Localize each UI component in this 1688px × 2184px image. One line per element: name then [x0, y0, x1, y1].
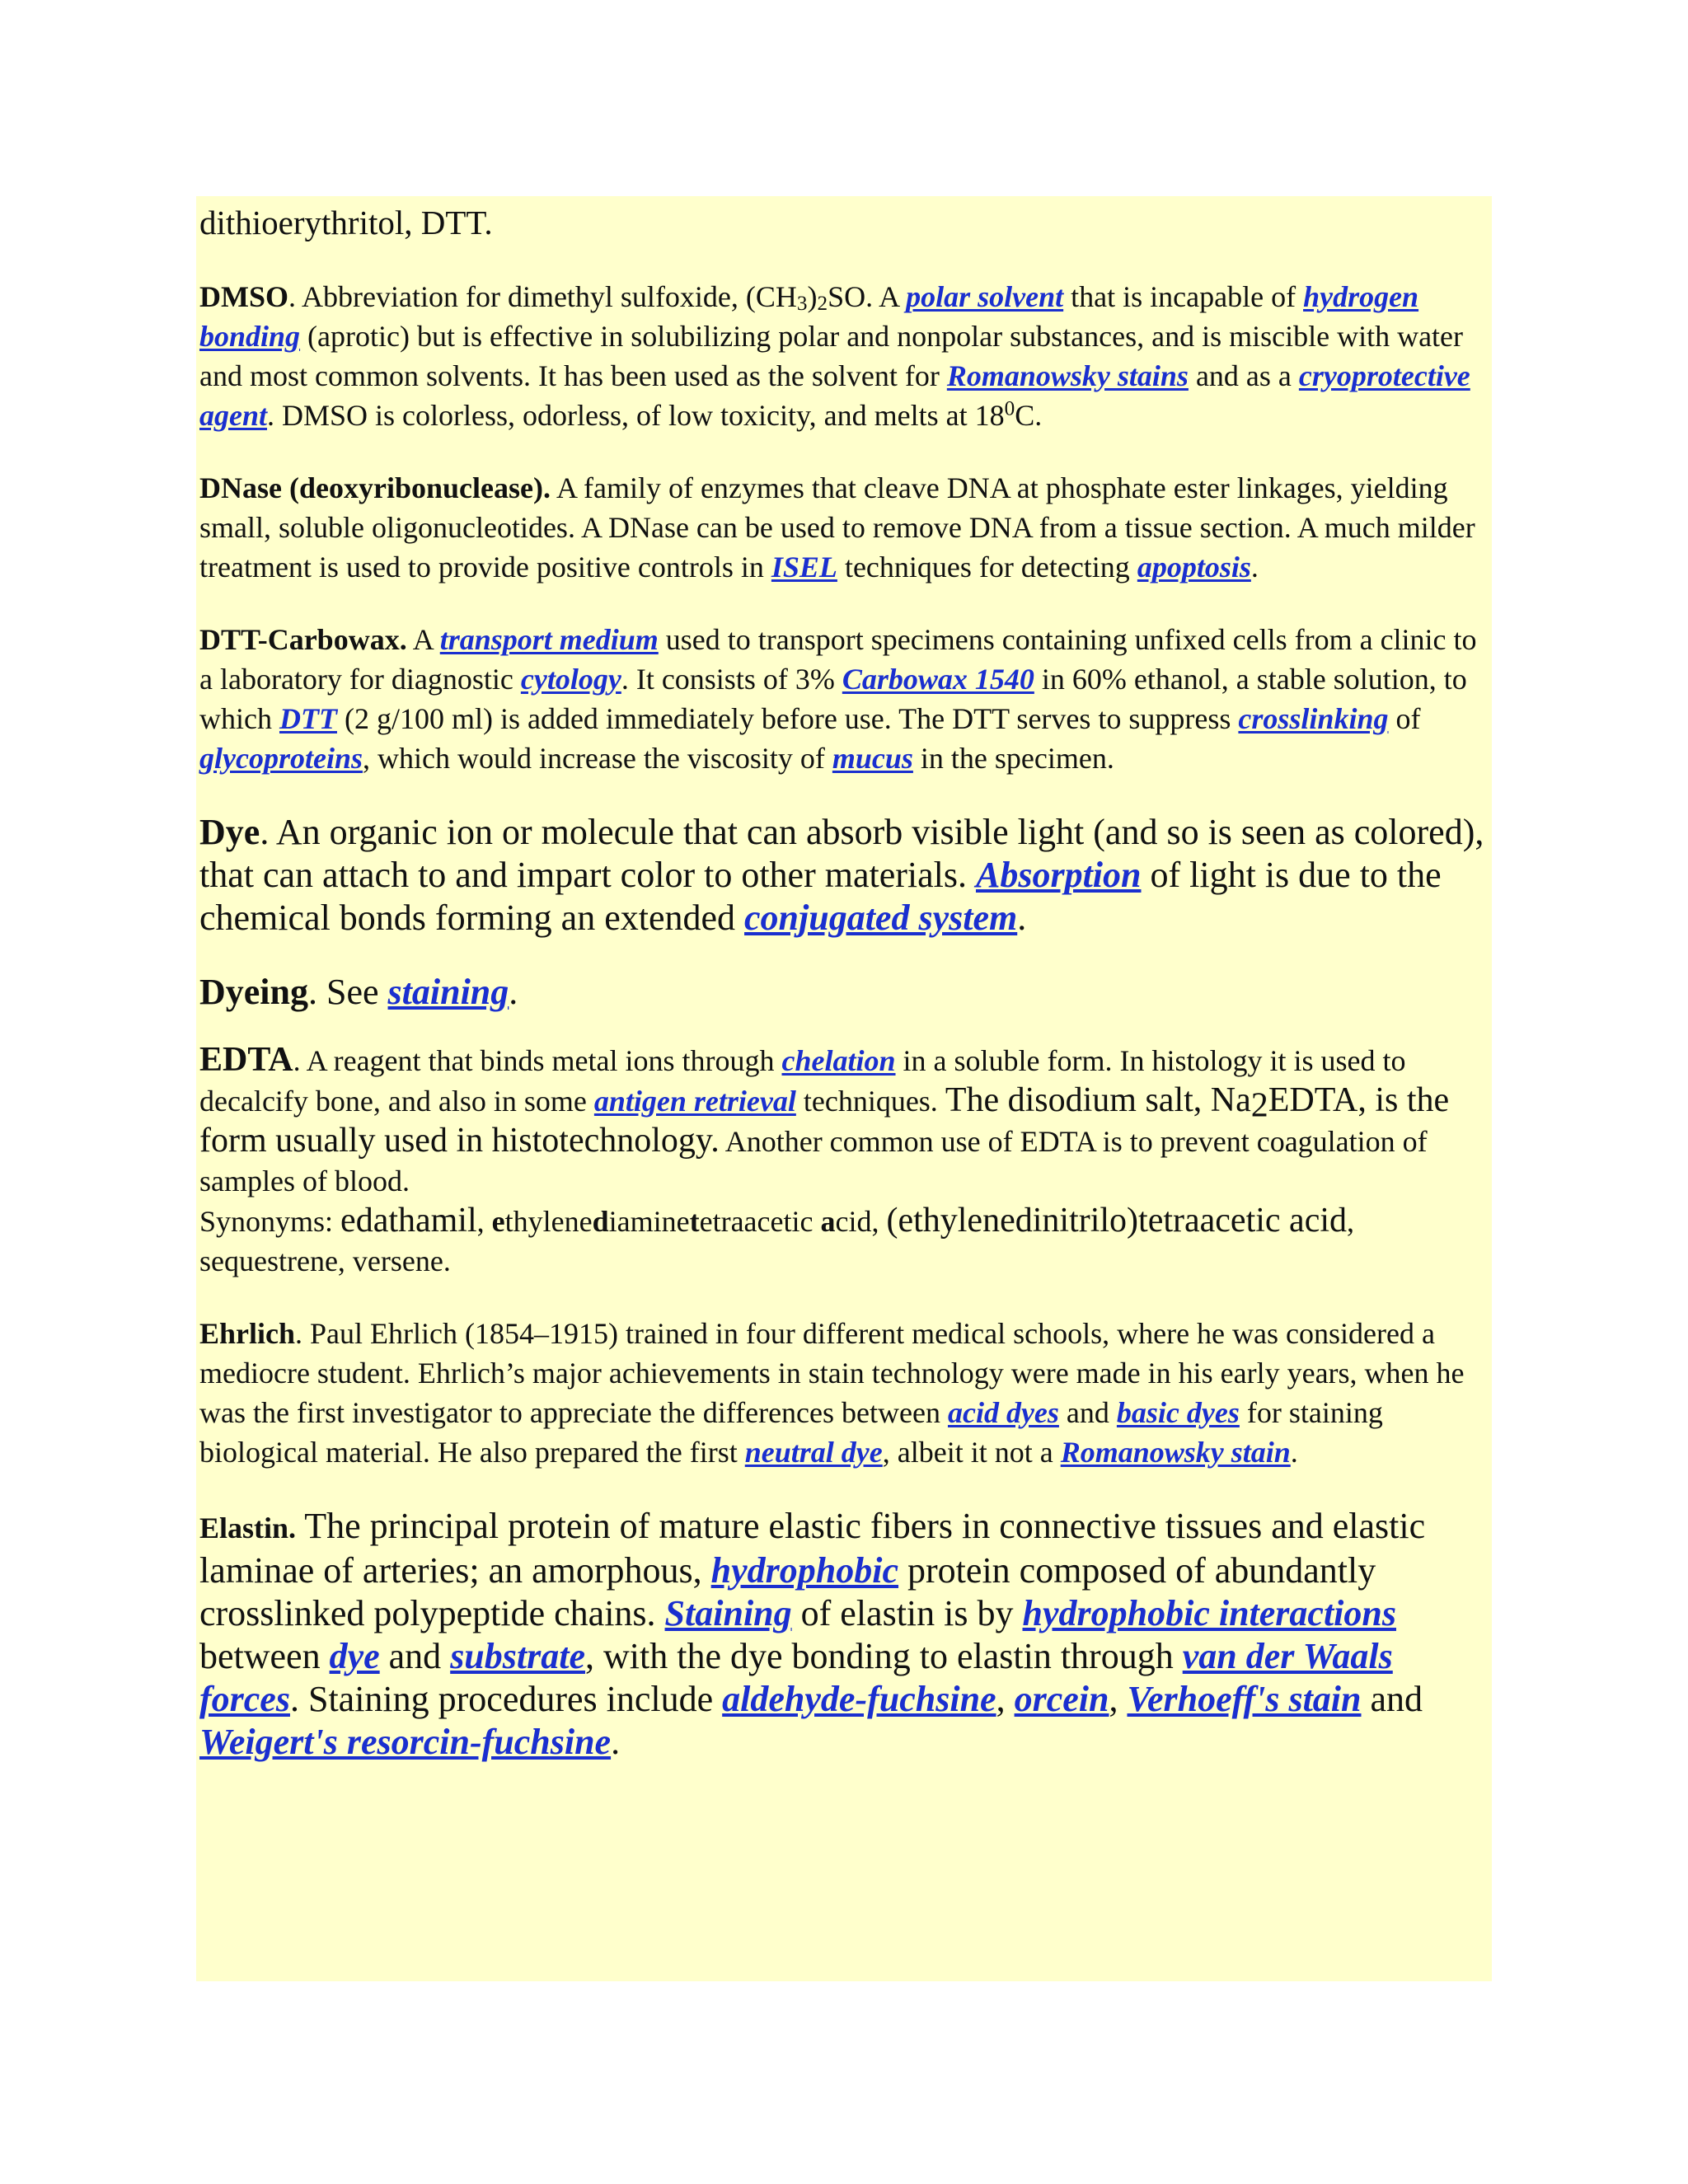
- entry-text: .: [1290, 1436, 1298, 1469]
- entry-elastin: [199, 1505, 1490, 1764]
- entry-text: (aprotic) but is effective in solubilizing polar and nonpolar substances, and is miscible with water and most common solvents. It has been used as the solvent for: [199, 320, 1464, 392]
- entry-text: , with the dye bonding to elastin through: [585, 1636, 1183, 1676]
- subscript: 2: [1250, 1086, 1268, 1125]
- entry-text: of light is due to the chemical bonds forming an extended: [199, 855, 1442, 938]
- entry-text: SO. A: [828, 280, 907, 313]
- link-crosslinking[interactable]: crosslinking: [1238, 702, 1389, 735]
- link-verhoeffs-stain[interactable]: Verhoeff's stain: [1127, 1679, 1362, 1719]
- entry-text: and as a: [1188, 359, 1299, 392]
- entry-text: ): [807, 280, 818, 313]
- entry-text: techniques.: [795, 1085, 945, 1118]
- entry-text: .: [1250, 551, 1259, 583]
- term-edta: EDTA: [199, 1041, 293, 1079]
- term-elastin: Elastin.: [199, 1511, 297, 1544]
- subscript: 3: [796, 292, 808, 315]
- link-antigen-retrieval[interactable]: antigen retrieval: [593, 1085, 796, 1118]
- link-romanowsky-stains[interactable]: Romanowsky stains: [946, 359, 1189, 392]
- synonym-letter: d: [592, 1205, 609, 1238]
- link-cytology[interactable]: cytology: [520, 663, 621, 696]
- link-orcein[interactable]: orcein: [1014, 1679, 1109, 1719]
- entry-text: EDTA, is the form usually used in histotechnology.: [199, 1081, 1450, 1160]
- entry-dnase: [199, 468, 1490, 587]
- synonyms-label: Synonyms:: [199, 1205, 341, 1238]
- entry-text: A: [406, 623, 440, 656]
- link-weigerts-resorcin-fuchsine[interactable]: Weigert's resorcin-fuchsine: [199, 1722, 612, 1762]
- superscript: 0: [1004, 397, 1015, 420]
- entry-edta: [199, 1040, 1490, 1281]
- term-dnase: DNase (deoxyribonuclease).: [199, 471, 551, 504]
- entry-text: .: [611, 1722, 621, 1762]
- link-mucus[interactable]: mucus: [832, 742, 913, 775]
- synonym: etraacetic: [699, 1205, 821, 1238]
- entry-text: between: [199, 1636, 330, 1676]
- entry-text: . Paul Ehrlich (1854–1915) trained in four different medical schools, where he was considered a mediocre student. Ehrlich’s major achievements in stain technology were made in his early years, when he was the first investigator to appreciate the differences between: [199, 1317, 1465, 1429]
- link-polar-solvent[interactable]: polar solvent: [906, 280, 1064, 313]
- entry-text: and: [1058, 1396, 1117, 1429]
- link-chelation[interactable]: chelation: [781, 1044, 896, 1077]
- link-apoptosis[interactable]: apoptosis: [1137, 551, 1251, 583]
- link-conjugated-system[interactable]: conjugated system: [744, 898, 1018, 938]
- link-absorption[interactable]: Absorption: [975, 855, 1142, 895]
- term-ehrlich: Ehrlich: [199, 1317, 296, 1350]
- entry-text: ,: [996, 1679, 1015, 1719]
- link-isel[interactable]: ISEL: [771, 551, 837, 583]
- entry-dye: [199, 811, 1490, 940]
- link-romanowsky-stain[interactable]: Romanowsky stain: [1060, 1436, 1291, 1469]
- entry-text: .: [1017, 898, 1027, 938]
- entry-text: ,: [476, 1205, 492, 1238]
- entry-text: , albeit it not a: [882, 1436, 1061, 1469]
- entry-text: of elastin is by: [791, 1593, 1023, 1633]
- subscript: 2: [817, 292, 828, 315]
- entry-ehrlich: [199, 1314, 1490, 1472]
- entry-text: . Abbreviation for dimethyl sulfoxide, (CH: [288, 280, 797, 313]
- synonym: (ethylenedinitrilo)tetraacetic acid: [886, 1202, 1347, 1240]
- entry-text: . An organic ion or molecule that can absorb visible light (and so is seen as colored), that can attach to and impart color to other materials.: [199, 812, 1484, 895]
- entry-text: dithioerythritol, DTT.: [199, 204, 493, 241]
- link-acid-dyes[interactable]: acid dyes: [947, 1396, 1059, 1429]
- link-cryoprotective-agent[interactable]: cryoprotective agent: [199, 359, 1470, 432]
- entry-text: . Staining procedures include: [289, 1679, 723, 1719]
- link-hydrophobic[interactable]: hydrophobic: [710, 1550, 899, 1591]
- glossary-text-block: [196, 196, 1492, 1981]
- entry-text: The disodium salt, Na: [945, 1081, 1251, 1119]
- synonym: , sequestrene, versene.: [199, 1205, 1354, 1277]
- entry-text: . It consists of 3%: [621, 663, 842, 696]
- entry-dtt-carbowax: [199, 620, 1490, 778]
- entry-text: and: [379, 1636, 451, 1676]
- link-carbowax-1540[interactable]: Carbowax 1540: [842, 663, 1034, 696]
- entry-text: that is incapable of: [1063, 280, 1304, 313]
- synonym: iamine: [608, 1205, 690, 1238]
- link-dtt[interactable]: DTT: [279, 702, 337, 735]
- entry-text: . A reagent that binds metal ions through: [293, 1044, 782, 1077]
- term-dyeing: Dyeing: [199, 972, 308, 1012]
- entry-text: techniques for detecting: [837, 551, 1137, 583]
- link-dye[interactable]: dye: [329, 1636, 380, 1676]
- synonym-letter: a: [820, 1205, 836, 1238]
- link-substrate[interactable]: substrate: [450, 1636, 586, 1676]
- entry-text: for staining biological material. He also prepared the first: [199, 1396, 1383, 1469]
- entry-text: .: [509, 972, 518, 1012]
- synonym: cid,: [835, 1205, 887, 1238]
- link-glycoproteins[interactable]: glycoproteins: [199, 742, 363, 775]
- link-van-der-waals-forces[interactable]: van der Waals forces: [199, 1636, 1393, 1719]
- link-aldehyde-fuchsine[interactable]: aldehyde-fuchsine: [722, 1679, 996, 1719]
- entry-text: and: [1361, 1679, 1423, 1719]
- synonym-letter: e: [491, 1205, 505, 1238]
- link-neutral-dye[interactable]: neutral dye: [744, 1436, 883, 1469]
- entry-text: Another common use of EDTA is to prevent coagulation of samples of blood.: [199, 1125, 1428, 1197]
- entry-text: protein composed of abundantly crosslinked polypeptide chains.: [199, 1550, 1376, 1633]
- link-basic-dyes[interactable]: basic dyes: [1116, 1396, 1240, 1429]
- entry-text: , which would increase the viscosity of: [362, 742, 832, 775]
- entry-text: C.: [1015, 399, 1043, 432]
- link-hydrogen-bonding[interactable]: hydrogen bonding: [199, 280, 1419, 353]
- entry-text: The principal protein of mature elastic fibers in connective tissues and elastic laminae of arteries; an amorphous,: [199, 1506, 1426, 1591]
- entry-text: (2 g/100 ml) is added immediately before use. The DTT serves to suppress: [336, 702, 1239, 735]
- entry-text: used to transport specimens containing unfixed cells from a clinic to a laboratory for diagnostic: [199, 623, 1477, 696]
- entry-text: in 60% ethanol, a stable solution, to which: [199, 663, 1467, 735]
- entry-text: in a soluble form. In histology it is used to decalcify bone, and also in some: [199, 1044, 1406, 1118]
- entry-text: ,: [1109, 1679, 1128, 1719]
- term-dmso: DMSO: [199, 280, 288, 313]
- link-transport-medium[interactable]: transport medium: [439, 623, 659, 656]
- entry-text: of: [1388, 702, 1421, 735]
- synonym: thylene: [504, 1205, 593, 1238]
- entry-dyeing: [199, 971, 1490, 1014]
- entry-dmso: [199, 277, 1490, 435]
- synonym: edathamil: [340, 1202, 477, 1240]
- entry-text: . See: [308, 972, 388, 1012]
- term-dye: Dye: [199, 812, 260, 852]
- term-dtt-carbowax: DTT-Carbowax.: [199, 623, 407, 656]
- link-staining[interactable]: staining: [387, 972, 509, 1012]
- synonym-letter: t: [689, 1205, 700, 1238]
- entry-text: in the specimen.: [912, 742, 1114, 775]
- link-staining[interactable]: Staining: [664, 1593, 792, 1633]
- entry-dtt: [199, 201, 1490, 244]
- entry-text: A family of enzymes that cleave DNA at phosphate ester linkages, yielding small, soluble oligonucleotides. A DNase can be used to remove DNA from a tissue section. A much milder treatment is used to provide positive controls in: [199, 471, 1475, 583]
- entry-text: . DMSO is colorless, odorless, of low toxicity, and melts at 18: [267, 399, 1005, 432]
- link-hydrophobic-interactions[interactable]: hydrophobic interactions: [1022, 1593, 1396, 1633]
